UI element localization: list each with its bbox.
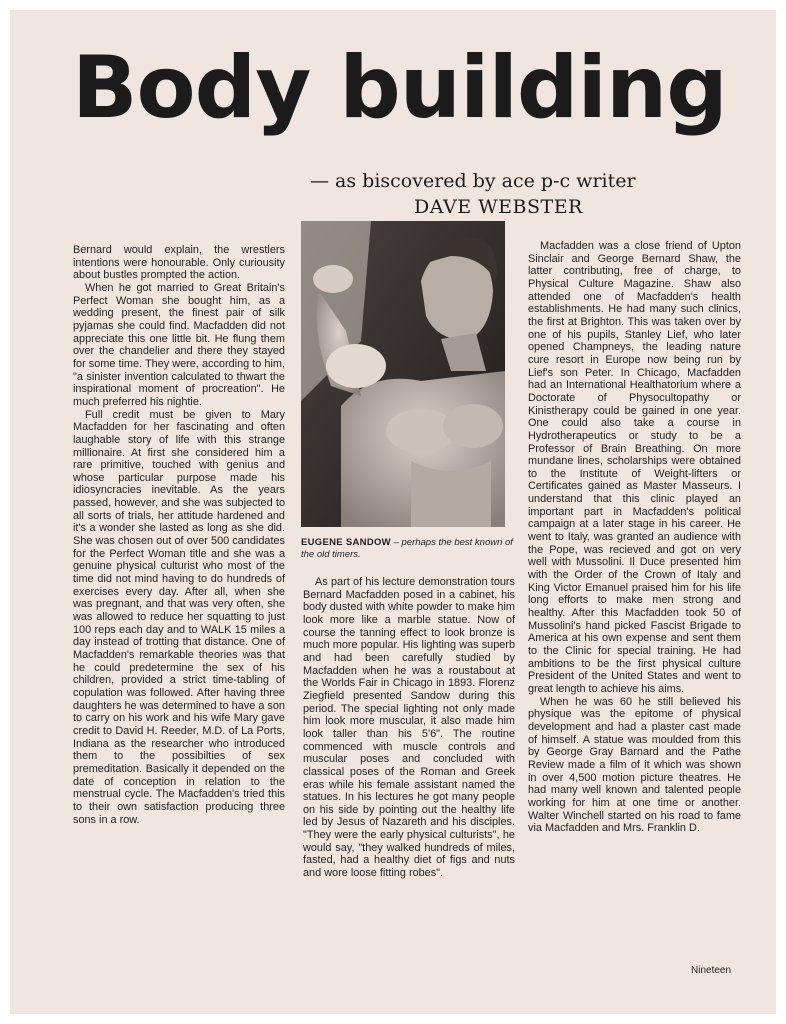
paragraph: Bernard would explain, the wrestlers intentions were honourable. Only curiousity about bustles prompted the action.	[73, 244, 285, 282]
paragraph: When he was 60 he still believed his physique was the epitome of physical development and had a plaster cast made of himself. A statue was moulded from this by George Gray Barnard and the Pathe Review made a film of it which was shown in over 4,500 motion picture theatres. He had many well known and talented people working for him at one time or another. Walter Winchell started on his road to fame via Macfadden and Mrs. Franklin D.	[528, 695, 741, 835]
article-subtitle: — as biscovered by ace p-c writer	[310, 170, 636, 192]
caption-description: – perhaps the best known of the old timers.	[301, 537, 513, 560]
magazine-page	[10, 10, 776, 1014]
paragraph: Macfadden was a close friend of Upton Sinclair and George Bernard Shaw, the latter contributing, free of charge, to Physical Culture Magazine. Shaw also attended one of Macfadden's health establishments. He had many such clinics, the first at Brighton. This was taken over by one of his pupils, Stanley Lief, who later opened Champneys, the leading nature cure resort in Europe now being run by Lief's son Peter. In Chicago, Macfadden had an International Healthatorium where a Doctorate of Physocultopathy or Kinistherapy could be gained in one year. One could also take a course in Hydrotherapeutics or study to be a Professor of Brain Breathing. On more mundane lines, scholarships were obtained to the Institute of Weight-lifters or Certificates gained as Master Masseurs. I understand that this clinic played an important part in Macfadden's political campaign at a later stage in his career. He went to Italy, was granted an audience with the Pope, was recieved and got on very well with Mussolini. Il Duce presented him with the Order of the Crown of Italy and King Victor Emanuel praised him for his life long efforts to make men strong and healthy. After this Macfadden took 50 of Mussolini's hand picked Fascist Brigade to America at his own expense and sent them to the Clinic for special training. He had ambitions to be the first physical culture President of the United States and went to great length to achieve his aims.	[528, 240, 741, 695]
sandow-photo	[301, 221, 505, 527]
photo-caption	[301, 537, 515, 560]
paragraph: When he got married to Great Britain's Perfect Woman she bought him, as a wedding present, the finest pair of silk pyjamas she could find. Macfadden did not appreciate this one little bit. He flung them over the chandelier and there they stayed for some time. They were, according to him, "a sinister invention calculated to thwart the inspirational moment of procreation". He much preferred his nightie.	[73, 281, 285, 408]
paragraph: As part of his lecture demonstration tours Bernard Macfadden posed in a cabinet, his body dusted with white powder to make him look more like a marble statue. Now of course the tanning effect to look bronze is much more popular. His lighting was superb and had been carefully studied by Macfadden when he was a roustabout at the Worlds Fair in Chicago in 1893. Florenz Ziegfield presented Sandow during this period. The special lighting not only made him look more muscular, it also made him look taller than his 5'6". The routine commenced with muscle controls and muscular poses and concluded with classical poses of the Roman and Greek eras while his female assistant named the statues. In his lectures he got many people on his side by pointing out the healthy life led by Jesus of Nazareth and his disciples. "They were the early physical culturists", he would say, "they walked hundreds of miles, fasted, had a healthy diet of figs and nuts and wore loose fitting robes".	[303, 576, 515, 880]
bodybuilder-photo-illustration	[301, 221, 505, 527]
article-title: Body building	[72, 38, 727, 138]
article-author: DAVE WEBSTER	[414, 196, 583, 218]
text-column-middle	[303, 576, 515, 880]
page-number: Nineteen	[691, 965, 732, 976]
caption-name: EUGENE SANDOW	[301, 537, 391, 548]
paragraph: Full credit must be given to Mary Macfadden for her fascinating and often laughable story of life with this strange millionaire. At first she considered him a rare primitive, touched with genius and whose particular purpose made his idiosyncracies inevitable. As the years passed, however, and she was subjected to all sorts of trials, her attitude hardened and it's a wonder she lasted as long as she did. She was chosen out of over 500 candidates for the Perfect Woman title and she was a genuine physical culturist who most of the time did not mind having to do hundreds of exercises every day. After all, when she was pregnant, and that was very often, she was allowed to reduce her squatting to just 100 reps each day and to WALK 15 miles a day instead of trotting that distance. One of Macfadden's remarkable theories was that he could predetermine the sex of his children, provided a strict time-tabling of copulation was followed. After having three daughters he was determined to have a son to carry on his work and his wife Mary gave credit to David H. Reeder, M.D. of La Ports, Indiana as the researcher who introduced them to the possibilties of sex premeditation. Basically it depended on the date of conception in relation to the menstrual cycle. The Macfadden's tried this to their own satisfaction producing three sons in a row.	[73, 408, 285, 826]
text-column-right	[528, 240, 741, 835]
text-column-left	[73, 244, 285, 826]
